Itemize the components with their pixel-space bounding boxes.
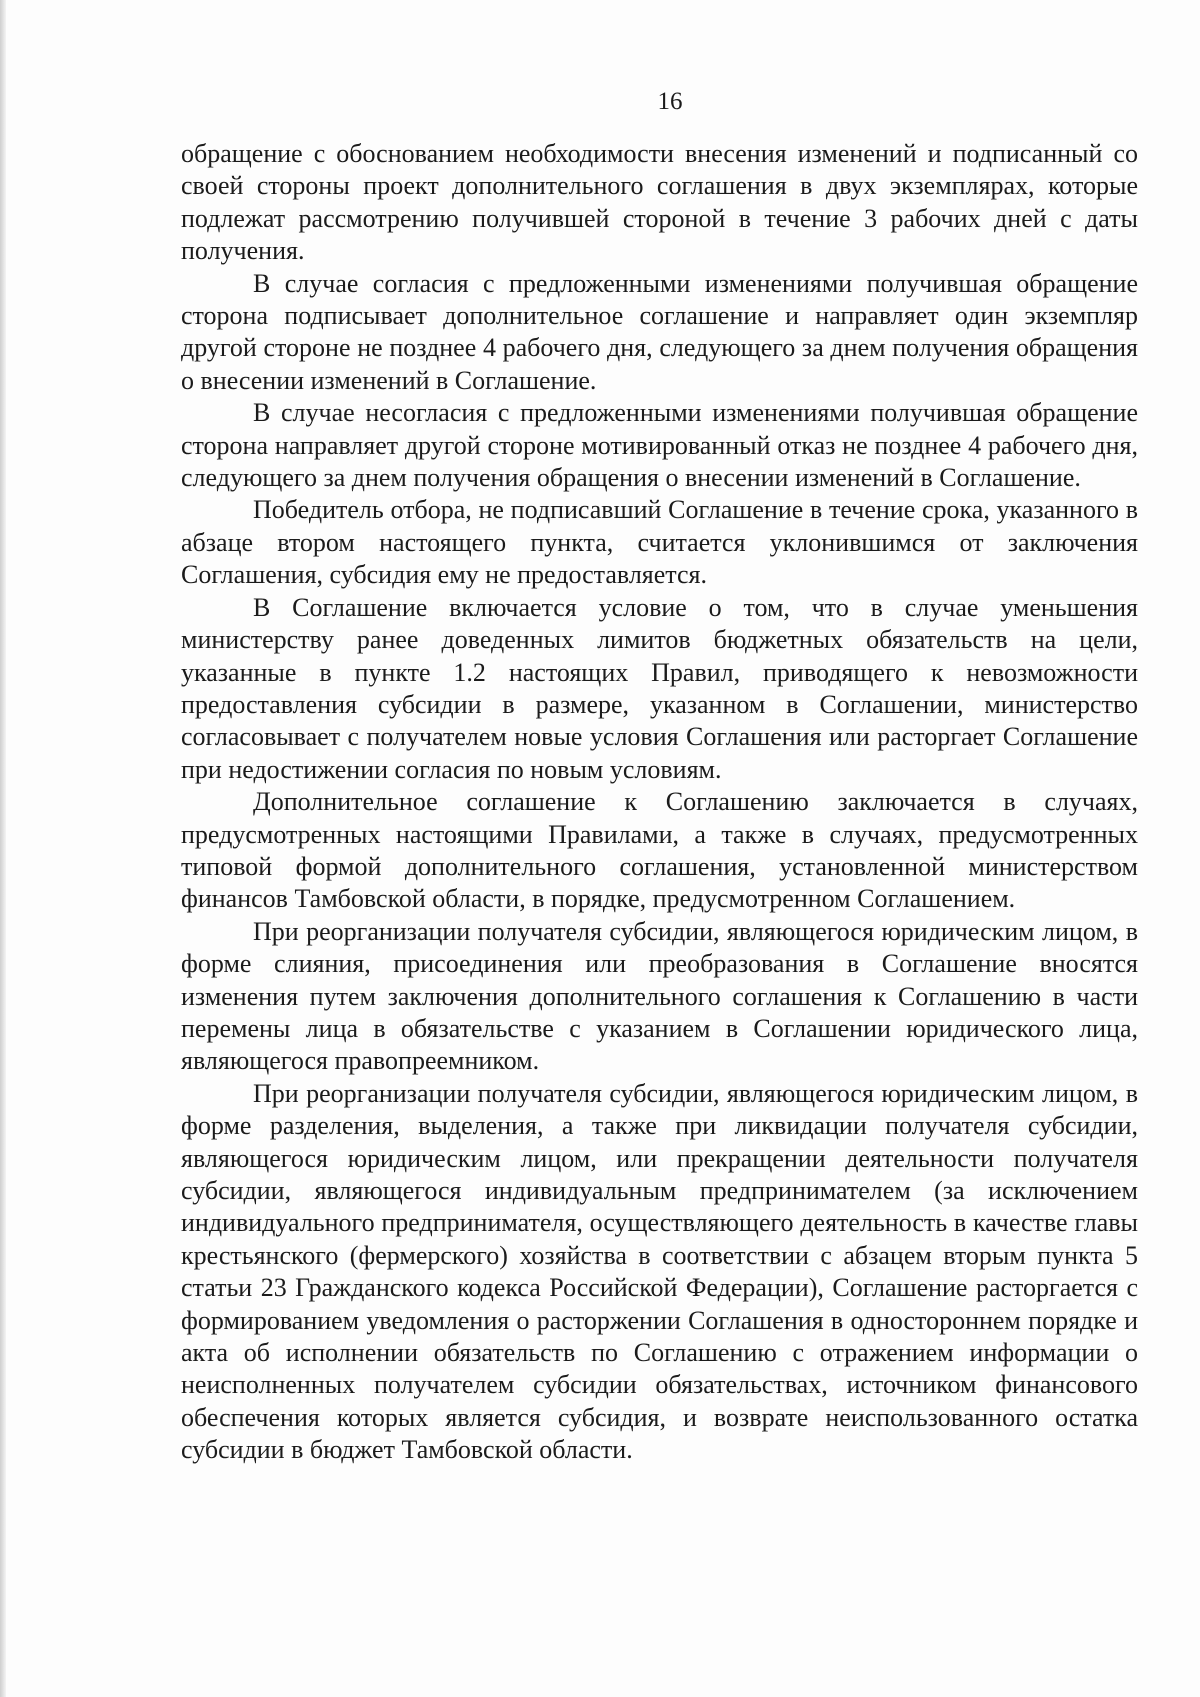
paragraph-winner-not-signed: Победитель отбора, не подписавший Соглашение в течение срока, указанного в абзаце втором настоящего пункта, считается уклонившимся от заключения Соглашения, субсидия ему не предоставляется. xyxy=(181,495,1138,590)
page-number: 16 xyxy=(657,88,683,115)
document-body xyxy=(181,138,1138,1467)
paragraph-reorganization-merger: При реорганизации получателя субсидии, являющегося юридическим лицом, в форме слияния, присоединения или преобразования в Соглашение вносятся изменения путем заключения дополнительного соглашения к Соглашению в части перемены лица в обязательстве с указанием в Соглашении юридического лица, являющегося правопреемником. xyxy=(181,916,1138,1076)
paragraph-reorganization-division: При реорганизации получателя субсидии, являющегося юридическим лицом, в форме разделения, выделения, а также при ликвидации получателя субсидии, являющегося юридическим лицом, или прекращении деятельности получателя субсидии, являющегося индивидуальным предпринимателем (за исключением индивидуального предпринимателя, осуществляющего деятельность в качестве главы крестьянского (фермерского) хозяйства в соответствии с абзацем вторым пункта 5 статьи 23 Гражданского кодекса Российской Федерации), Соглашение расторгается с формированием уведомления о расторжении Соглашения в одностороннем порядке и акта об исполнении обязательств по Соглашению с отражением информации о неисполненных получателем субсидии обязательствах, источником финансового обеспечения которых является субсидия, и возврате неиспользованного остатка субсидии в бюджет Тамбовской области. xyxy=(181,1078,1138,1465)
paragraph-disagreement: В случае несогласия с предложенными изменениями получившая обращение сторона направляет другой стороне мотивированный отказ не позднее 4 рабочего дня, следующего за днем получения обращения о внесении изменений в Соглашение. xyxy=(181,398,1138,493)
paragraph-additional-agreement: Дополнительное соглашение к Соглашению заключается в случаях, предусмотренных настоящими Правилами, а также в случаях, предусмотренных типовой формой дополнительного соглашения, установленной министерством финансов Тамбовской области, в порядке, предусмотренном Соглашением. xyxy=(181,787,1138,914)
scan-edge-shadow xyxy=(0,0,6,1697)
paragraph-continuation: обращение с обоснованием необходимости внесения изменений и подписанный со своей стороны проект дополнительного соглашения в двух экземплярах, которые подлежат рассмотрению получившей стороной в течение 3 рабочих дней с даты получения. xyxy=(181,139,1138,266)
paragraph-consent: В случае согласия с предложенными изменениями получившая обращение сторона подписывает дополнительное соглашение и направляет один экземпляр другой стороне не позднее 4 рабочего дня, следующего за днем получения обращения о внесении изменений в Соглашение. xyxy=(181,268,1138,395)
paragraph-limits-reduction: В Соглашение включается условие о том, что в случае уменьшения министерству ранее доведенных лимитов бюджетных обязательств на цели, указанные в пункте 1.2 настоящих Правил, приводящего к невозможности предоставления субсидии в размере, указанном в Соглашении, министерство согласовывает с получателем новые условия Соглашения или расторгает Соглашение при недостижении согласия по новым условиям. xyxy=(181,592,1138,784)
